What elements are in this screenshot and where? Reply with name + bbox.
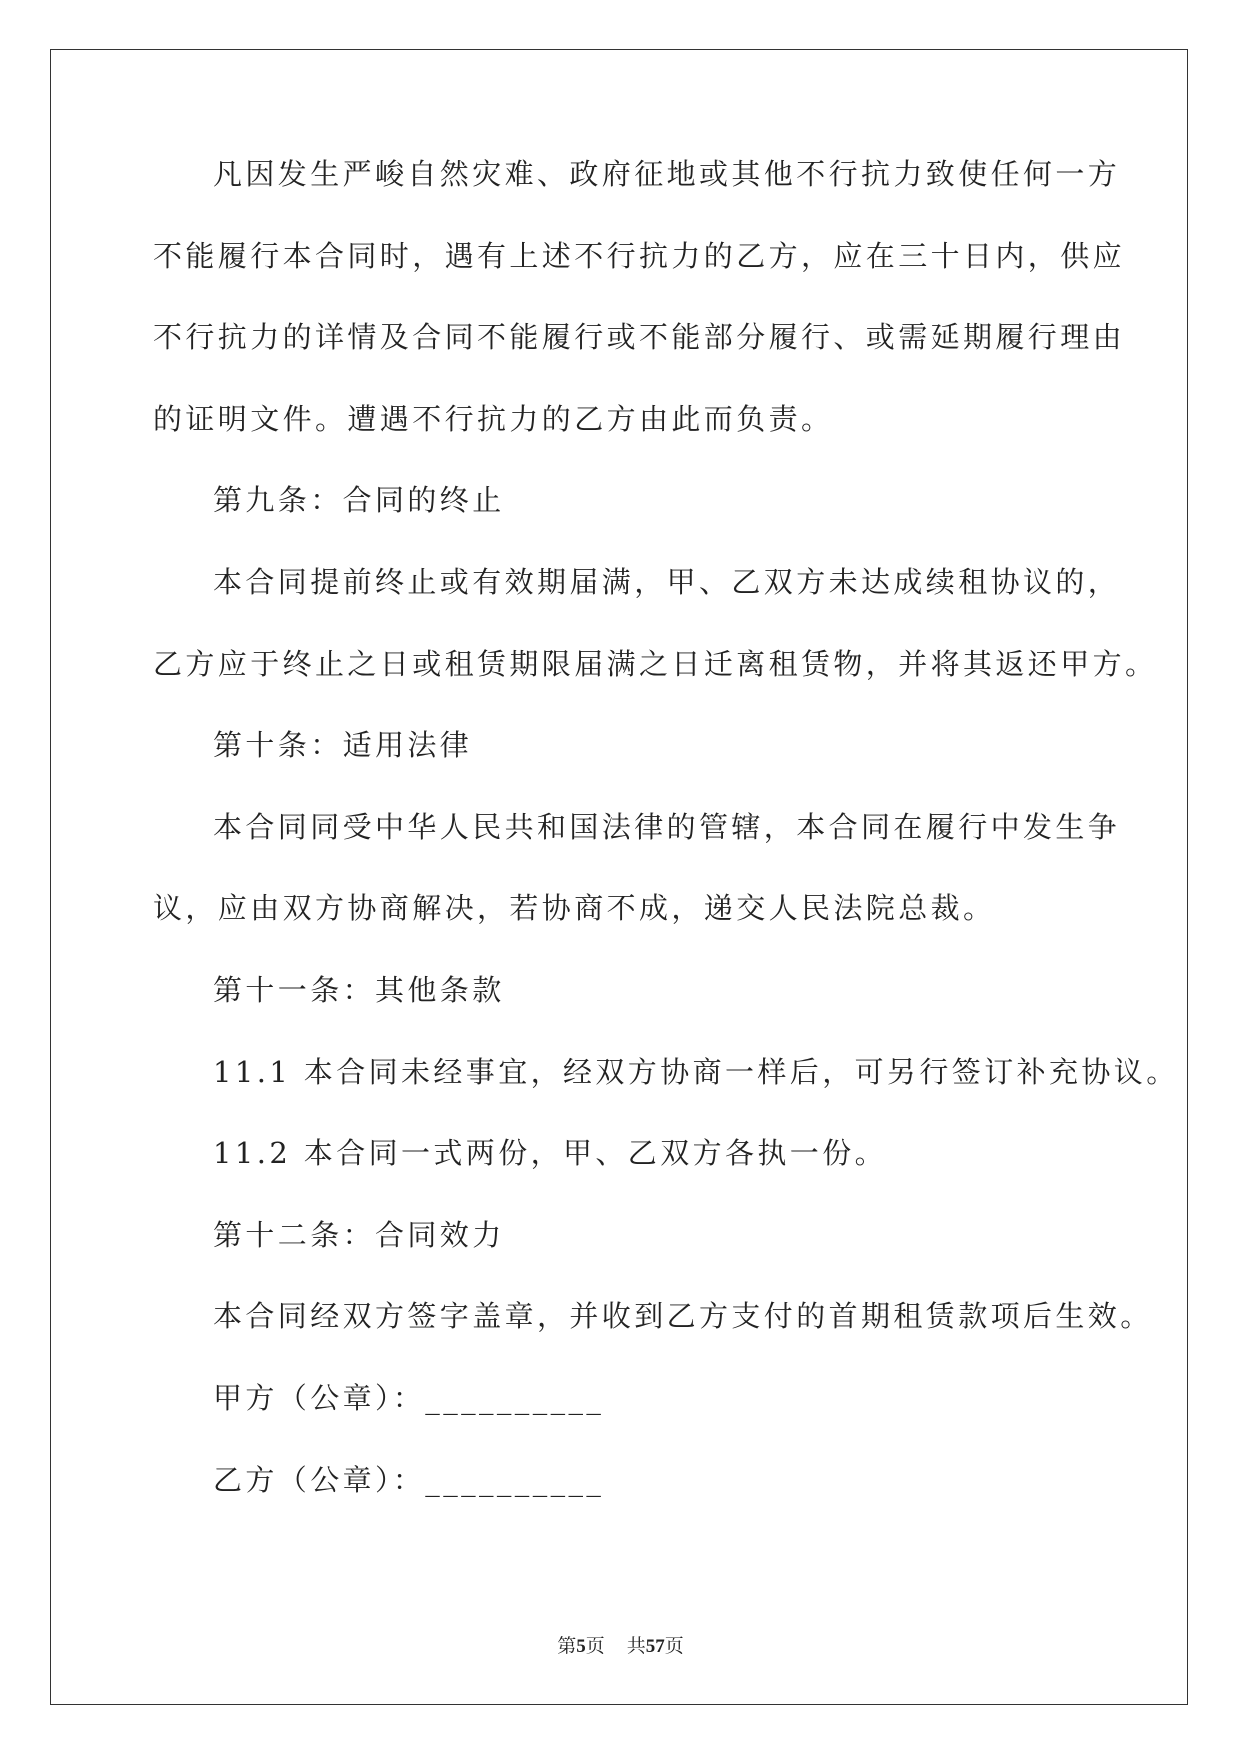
paragraph-line: 乙方应于终止之日或租赁期限届满之日迁离租赁物，并将其返还甲方。 bbox=[153, 646, 1158, 681]
total-pages: 57 bbox=[645, 1636, 665, 1657]
paragraph-line: 本合同同受中华人民共和国法律的管辖，本合同在履行中发生争 bbox=[213, 809, 1121, 844]
paragraph-line: 议，应由双方协商解决，若协商不成，递交人民法院总裁。 bbox=[153, 891, 996, 926]
party-b-signature-line: 乙方（公章）：__________ bbox=[213, 1462, 605, 1497]
clause-11-2: 11.2 本合同一式两份，甲、乙双方各执一份。 bbox=[213, 1136, 887, 1171]
page-number: 5 bbox=[576, 1636, 586, 1657]
paragraph-line: 不行抗力的详情及合同不能履行或不能部分履行、或需延期履行理由 bbox=[153, 320, 1126, 355]
party-a-signature-line: 甲方（公章）：__________ bbox=[213, 1380, 605, 1415]
total-prefix: 共 bbox=[626, 1636, 646, 1657]
section-heading-12: 第十二条：合同效力 bbox=[213, 1217, 505, 1252]
paragraph-line: 凡因发生严峻自然灾难、政府征地或其他不行抗力致使任何一方 bbox=[213, 157, 1121, 191]
clause-11-1: 11.1 本合同未经事宜，经双方协商一样后，可另行签订补充协议。 bbox=[213, 1054, 1179, 1089]
paragraph-line: 不能履行本合同时，遇有上述不行抗力的乙方，应在三十日内，供应 bbox=[153, 238, 1126, 273]
section-heading-11: 第十一条：其他条款 bbox=[213, 972, 505, 1007]
total-suffix: 页 bbox=[664, 1636, 684, 1657]
paragraph-line: 本合同经双方签字盖章，并收到乙方支付的首期租赁款项后生效。 bbox=[213, 1299, 1153, 1334]
section-heading-9: 第九条：合同的终止 bbox=[213, 483, 505, 518]
section-heading-10: 第十条：适用法律 bbox=[213, 728, 473, 763]
paragraph-line: 的证明文件。遭遇不行抗力的乙方由此而负责。 bbox=[153, 401, 834, 436]
document-body bbox=[153, 157, 1179, 1545]
page-footer bbox=[0, 1631, 1241, 1658]
page-suffix: 页 bbox=[585, 1636, 605, 1657]
page-prefix: 第 bbox=[557, 1636, 577, 1657]
paragraph-line: 本合同提前终止或有效期届满，甲、乙双方未达成续租协议的， bbox=[213, 564, 1121, 599]
